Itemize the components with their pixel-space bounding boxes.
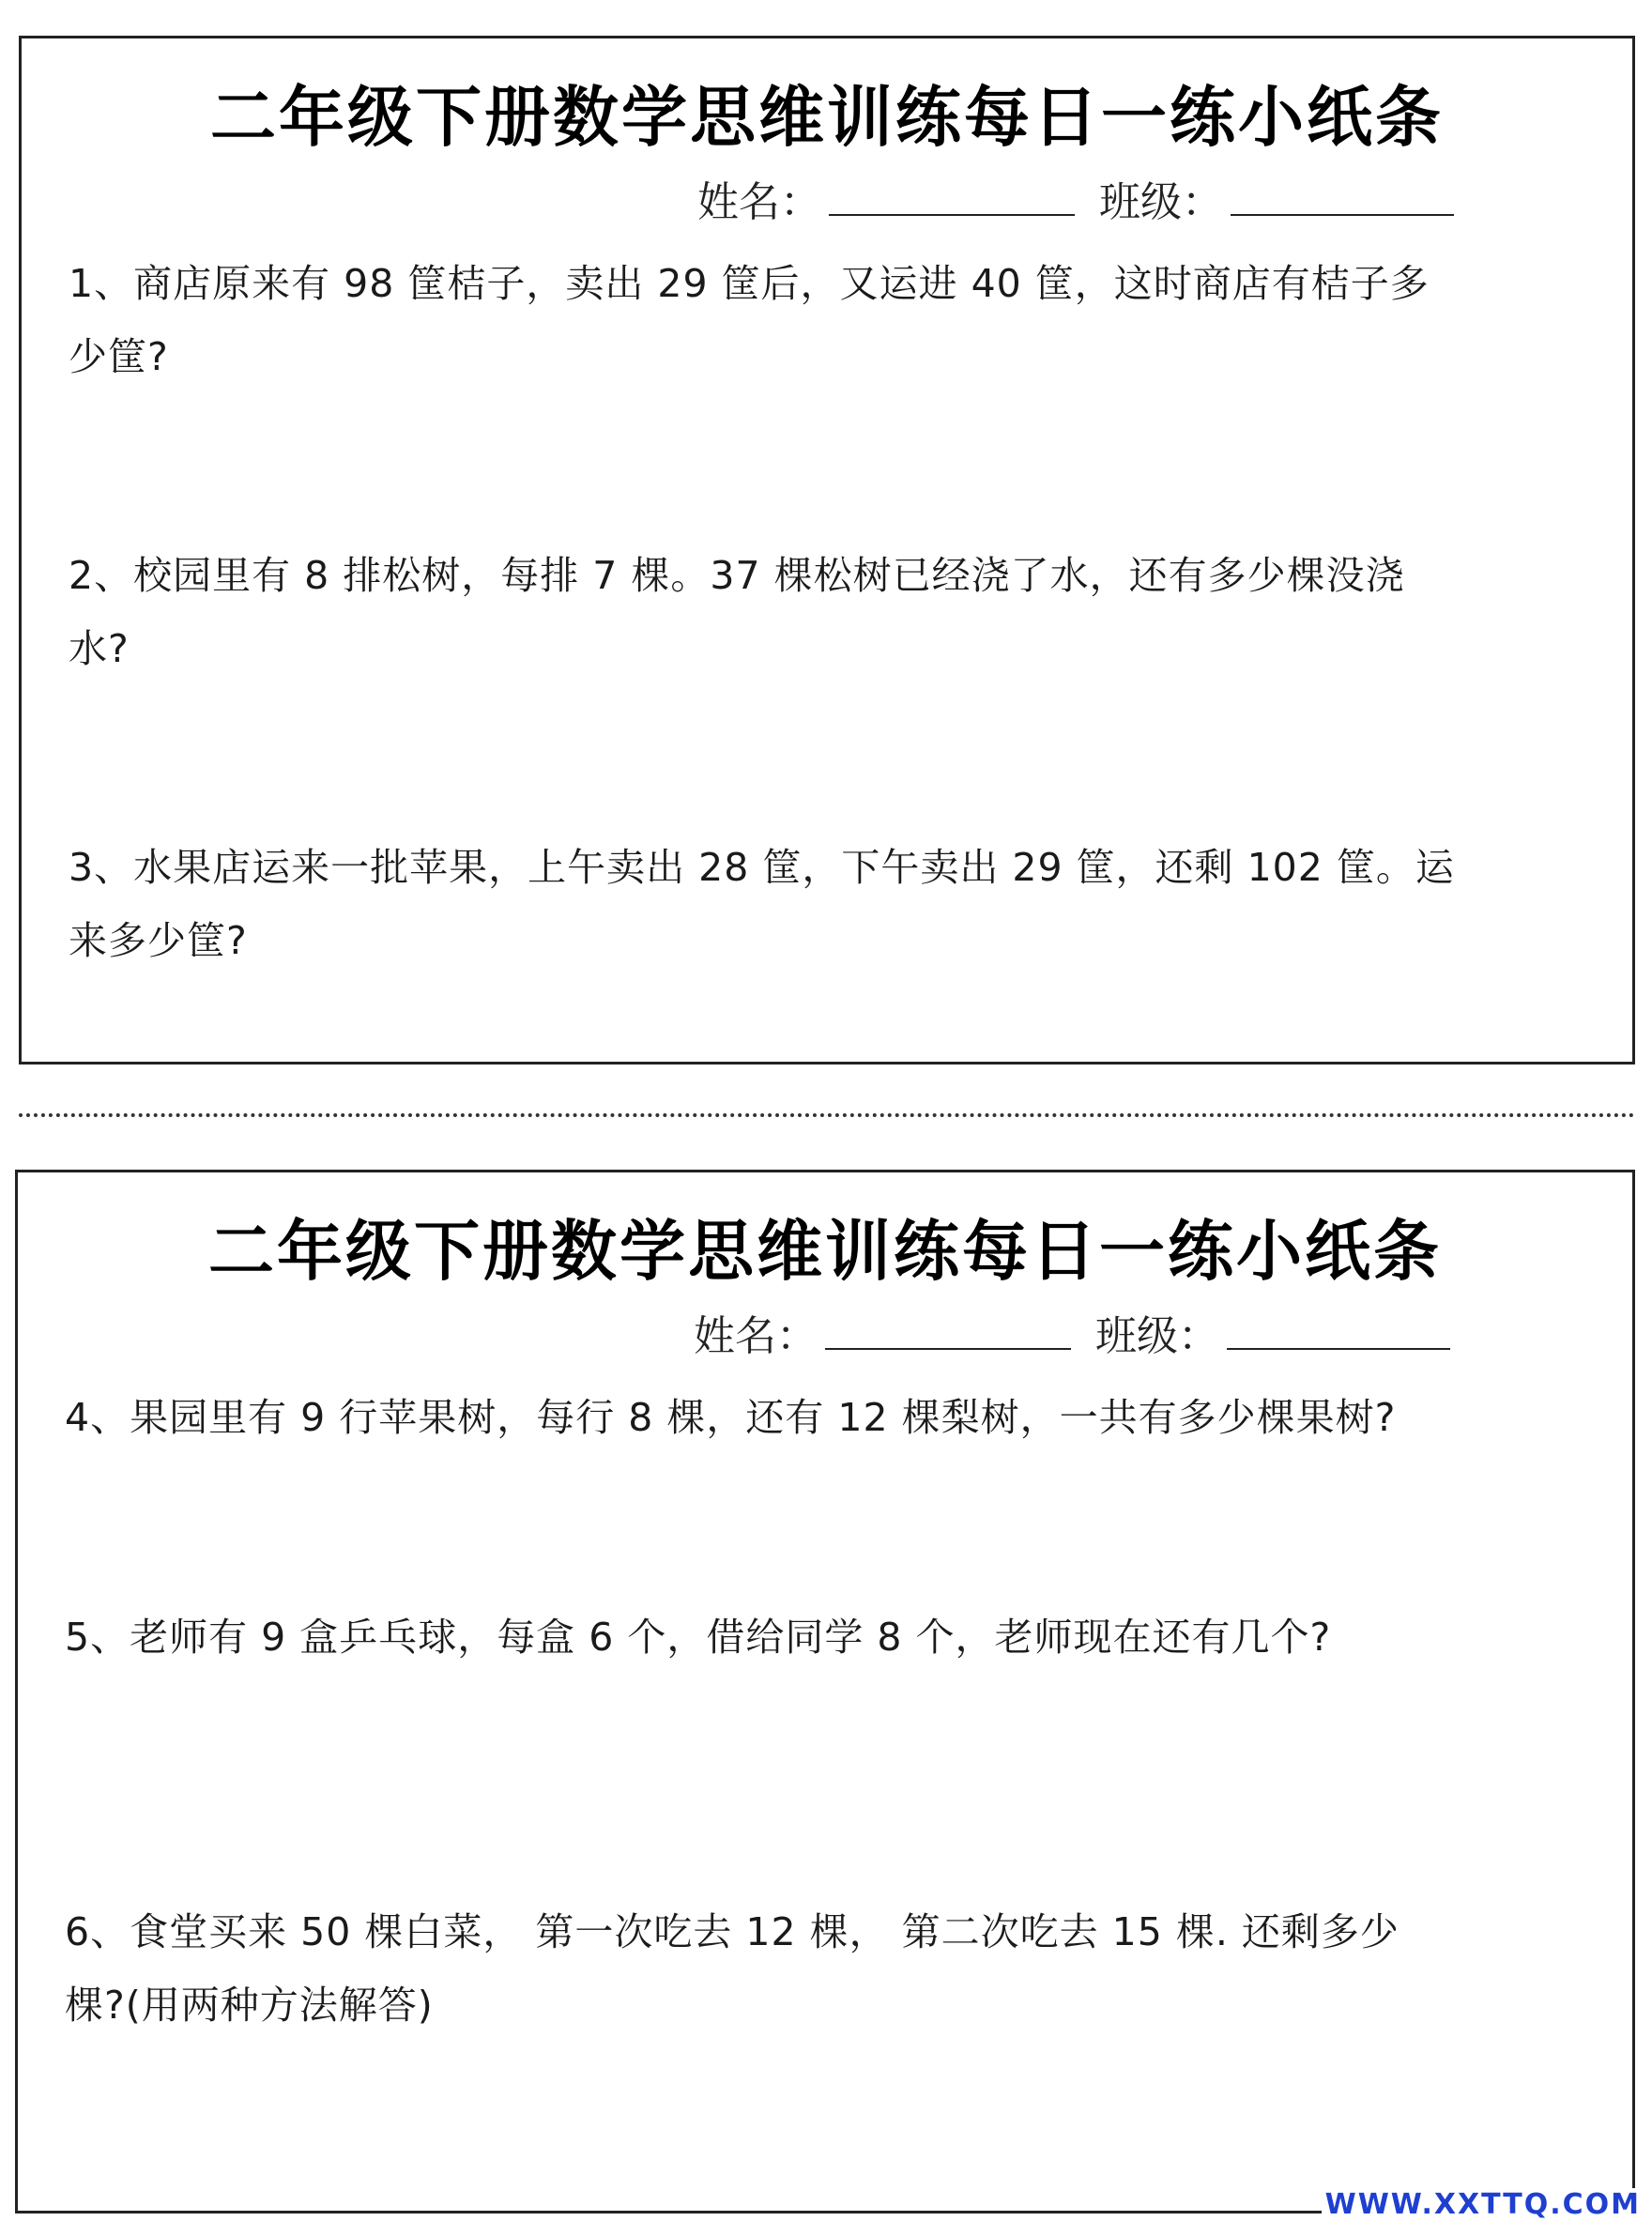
cut-line-separator — [19, 1113, 1635, 1117]
student-info-line — [694, 1302, 1475, 1362]
worksheet-card-2 — [15, 1170, 1635, 2213]
question-text-line: 4、果园里有 9 行苹果树，每行 8 棵，还有 12 棵梨树，一共有多少棵果树? — [65, 1395, 1397, 1440]
question-text-line: 少筐? — [69, 334, 169, 379]
student-info-line — [697, 168, 1478, 228]
worksheet-title: 二年级下册数学思维训练每日一练小纸条 — [208, 1213, 1442, 1290]
question-text-line: 来多少筐? — [69, 918, 248, 963]
name-label: 姓名： — [694, 1312, 818, 1360]
site-watermark: WWW.XXTTQ.COM — [1322, 2188, 1644, 2221]
question-text-line: 棵?(用两种方法解答) — [65, 1983, 434, 2028]
question-1 — [69, 247, 1608, 393]
class-blank[interactable] — [1227, 1307, 1450, 1350]
question-5 — [65, 1601, 1604, 1674]
question-text-line: 3、水果店运来一批苹果，上午卖出 28 筐，下午卖出 29 筐，还剩 102 筐。运 — [69, 845, 1455, 890]
question-4 — [65, 1381, 1604, 1454]
question-text-line: 2、校园里有 8 排松树，每排 7 棵。37 棵松树已经浇了水，还有多少棵没浇 — [69, 553, 1405, 598]
question-text-line: 6、食堂买来 50 棵白菜， 第一次吃去 12 棵， 第二次吃去 15 棵. 还剩多少 — [65, 1909, 1400, 1954]
question-6 — [65, 1895, 1604, 2042]
name-blank[interactable] — [825, 1307, 1071, 1350]
worksheet-title: 二年级下册数学思维训练每日一练小纸条 — [210, 79, 1444, 156]
question-text-line: 水? — [69, 626, 130, 671]
name-blank[interactable] — [829, 173, 1075, 216]
question-2 — [69, 539, 1608, 685]
name-label: 姓名： — [697, 178, 821, 226]
question-text-line: 5、老师有 9 盒乒乓球，每盒 6 个，借给同学 8 个，老师现在还有几个? — [65, 1615, 1332, 1660]
class-blank[interactable] — [1231, 173, 1454, 216]
class-label: 班级： — [1099, 178, 1223, 226]
worksheet-card-1 — [19, 36, 1635, 1065]
class-label: 班级： — [1095, 1312, 1219, 1360]
question-text-line: 1、商店原来有 98 筐桔子，卖出 29 筐后，又运进 40 筐，这时商店有桔子多 — [69, 261, 1430, 306]
question-3 — [69, 831, 1608, 977]
